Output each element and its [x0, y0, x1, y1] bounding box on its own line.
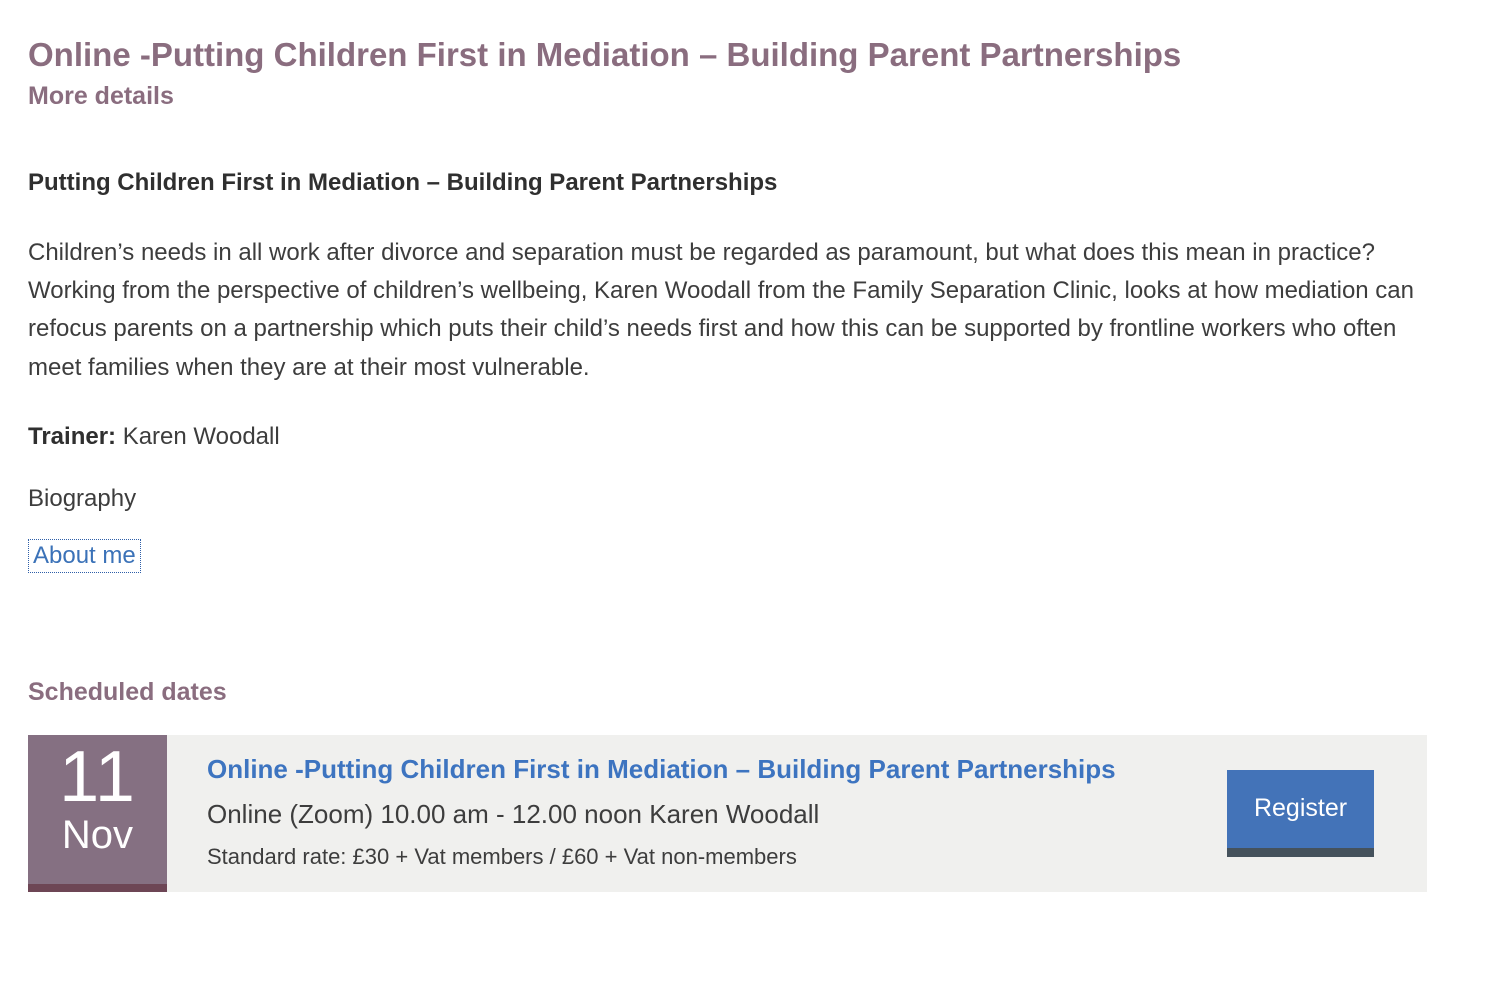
event-info [167, 735, 1227, 892]
page-title: Online -Putting Children First in Mediation – Building Parent Partnerships [28, 36, 1182, 73]
event-title-line [207, 747, 1197, 838]
register-button[interactable]: Register [1227, 770, 1374, 857]
course-heading: Putting Children First in Mediation – Building Parent Partnerships [28, 168, 778, 196]
event-title-link[interactable]: Online -Putting Children First in Mediation – Building Parent Partnerships [207, 753, 1116, 784]
about-me-link[interactable]: About me [28, 539, 141, 573]
event-month: Nov [61, 812, 134, 857]
scheduled-dates-heading: Scheduled dates [28, 678, 227, 707]
register-button-area [1227, 735, 1409, 892]
trainer-name: Karen Woodall [122, 423, 280, 451]
event-rate: Standard rate: £30 + Vat members / £60 + Vat non-members [207, 843, 797, 869]
event-day: 11 [59, 736, 136, 817]
event-meta: Online (Zoom) 10.00 am - 12.00 noon Karen Woodall [207, 799, 820, 829]
course-description: Children’s needs in all work after divorce and separation must be regarded as paramount, but what does this mean in practice? Working from the perspective of children’s wellbeing, Karen Woodall from the Family Separation Clinic, looks at how mediation can refocus parents on a partnership which puts their child’s needs first and how this can be supported by frontline workers who often meet families when they are at their most vulnerable. [28, 238, 1414, 381]
more-details-heading: More details [28, 82, 174, 111]
trainer-line [28, 423, 1430, 451]
event-card [28, 735, 1427, 892]
biography-label: Biography [28, 485, 137, 513]
trainer-label: Trainer: [28, 423, 117, 451]
event-date-block [28, 735, 167, 892]
